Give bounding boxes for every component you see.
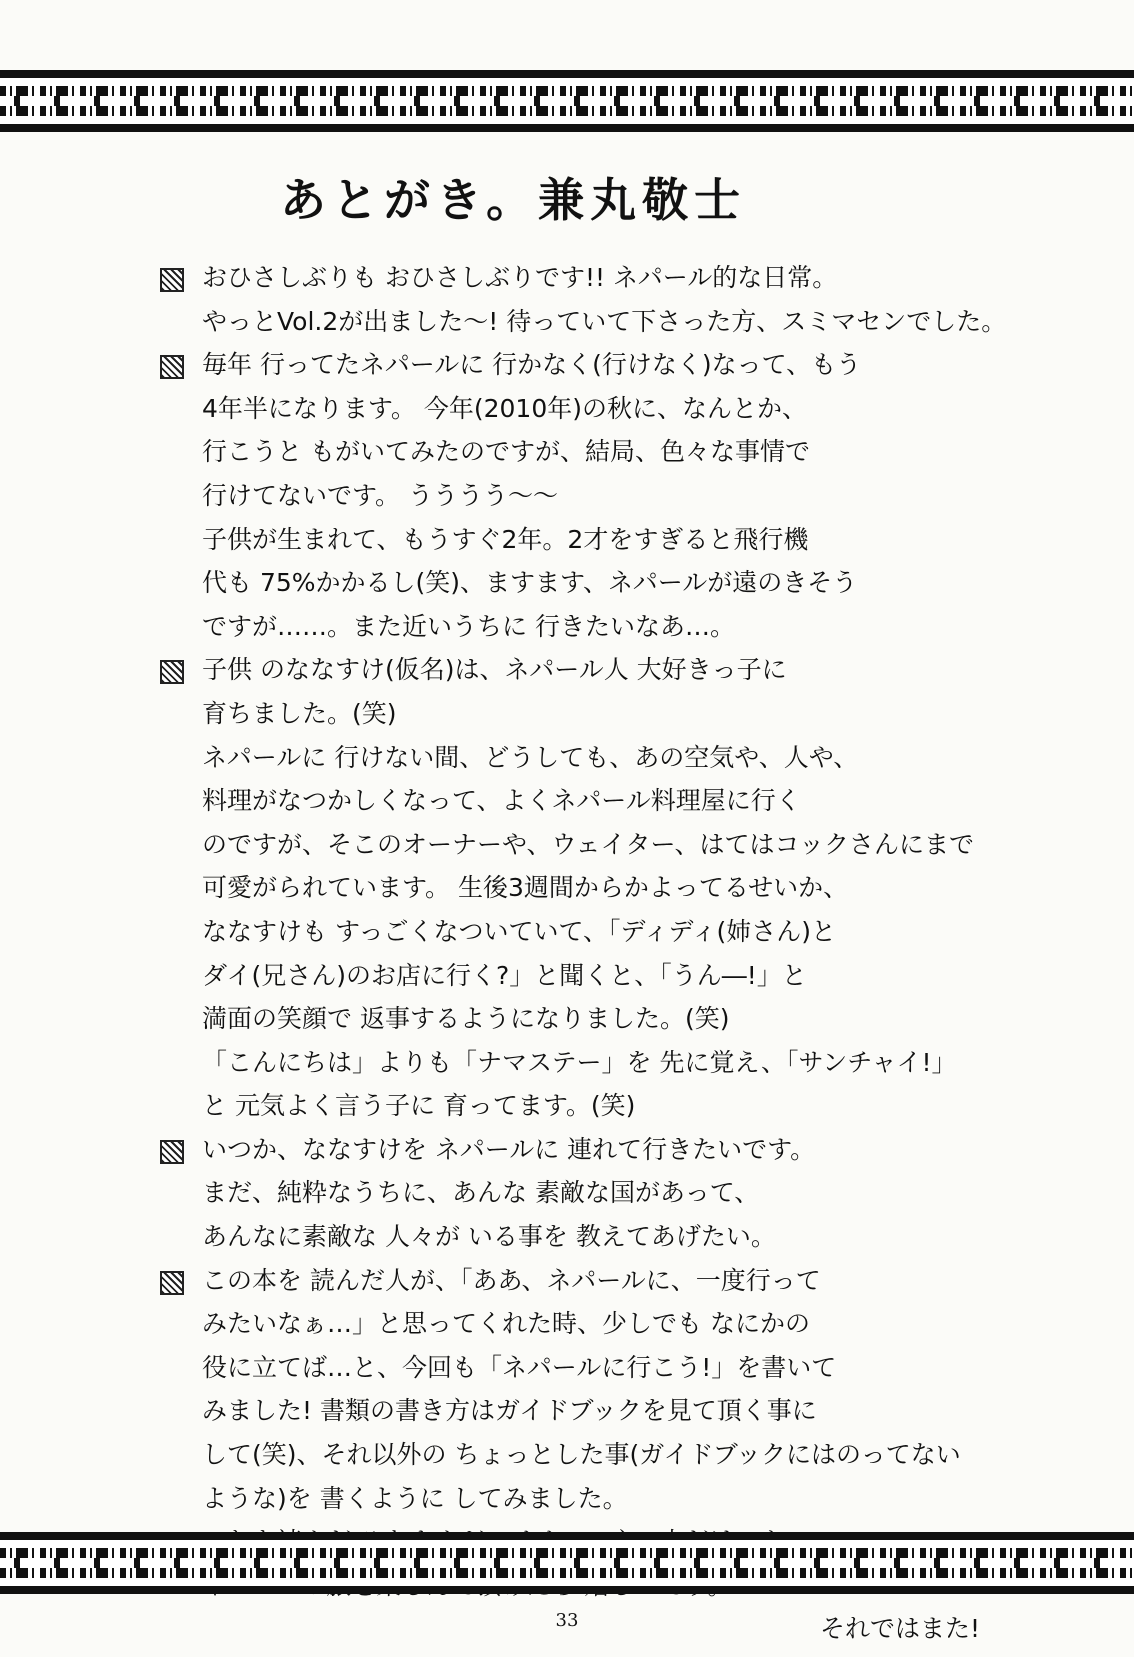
bullet-mark-icon [160,1140,184,1164]
line-text: まだ、純粋なうちに、あんな 素敵な国があって、 [202,1178,760,1208]
top-border-band [0,70,1134,132]
border-rule [0,70,1134,78]
bullet-mark-icon [160,268,184,292]
text-line [160,954,1020,998]
text-line [160,823,1020,867]
line-text: 子供が生まれて、もうすぐ2年。2才をすぎると飛行機 [202,524,809,554]
text-line [160,910,1020,954]
text-line [160,561,1020,605]
line-text: ような)を 書くように してみました。 [202,1483,628,1513]
text-line [160,1302,1020,1346]
line-text: のですが、そこのオーナーや、ウェイター、はてはコックさんにまで [202,829,975,859]
checker-pattern [0,86,1134,116]
text-line [160,779,1020,823]
line-text: 行こうと もがいてみたのですが、結局、色々な事情で [202,437,810,467]
checker-pattern [0,1548,1134,1578]
text-line [160,1215,1020,1259]
text-line [160,474,1020,518]
line-text: 代も 75%かかるし(笑)、ますます、ネパールが遠のきそう [202,568,858,598]
line-text: おひさしぶりも おひさしぶりです!! ネパール的な日常。 [202,263,838,292]
text-line [160,1084,1020,1128]
text-line [160,648,1020,692]
line-text: やっとVol.2が出ました〜! 待っていて下さった方、スミマセンでした。 [202,306,1007,336]
border-rule [0,124,1134,132]
text-line [160,997,1020,1041]
line-text: ネパールに 行けない間、どうしても、あの空気や、人や、 [202,742,859,772]
line-text: みたいなぁ…」と思ってくれた時、少しでも なにかの [202,1309,810,1339]
line-text: 4年半になります。 今年(2010年)の秋に、なんとか、 [202,393,807,423]
line-text: 育ちました。(笑) [202,698,397,728]
bullet-mark-icon [160,660,184,684]
line-text: 満面の笑顔で 返事するようになりました。(笑) [202,1004,730,1034]
text-line [160,256,1020,300]
page-number: 33 [555,1610,579,1631]
bullet-mark-icon [160,1271,184,1295]
line-text: みました! 書類の書き方はガイドブックを見て頂く事に [202,1396,817,1426]
afterword-text [160,256,1020,1651]
text-line [160,1259,1020,1303]
text-line [160,1477,1020,1521]
text-line [160,1346,1020,1390]
text-line [160,1041,1020,1085]
text-line [160,605,1020,649]
line-text: 可愛がられています。 生後3週間からかよってるせいか、 [202,873,849,903]
text-line [160,1389,1020,1433]
line-text: と 元気よく言う子に 育ってます。(笑) [202,1091,636,1121]
closing-line: それではまた! [819,1614,980,1644]
bottom-border-band [0,1532,1134,1594]
text-line [160,736,1020,780]
text-line [160,300,1020,344]
line-text: 子供 のななすけ(仮名)は、ネパール人 大好きっ子に [202,655,787,685]
line-text: 役に立てば…と、今回も「ネパールに行こう!」を書いて [202,1352,837,1382]
text-line [160,866,1020,910]
text-line [160,1171,1020,1215]
text-line [160,518,1020,562]
border-rule [0,1532,1134,1540]
line-text: して(笑)、それ以外の ちょっとした事(ガイドブックにはのってない [202,1440,961,1470]
line-text: 毎年 行ってたネパールに 行かなく(行けなく)なって、もう [202,350,862,380]
line-text: 行けてないです。 うううう〜〜 [202,480,558,510]
text-line [160,1128,1020,1172]
text-line [160,343,1020,387]
text-line [160,692,1020,736]
border-rule [0,1586,1134,1594]
line-text: 料理がなつかしくなって、よくネパール料理屋に行く [202,786,801,816]
text-line [160,430,1020,474]
line-text: この本を 読んだ人が、「ああ、ネパールに、一度行って [202,1265,821,1295]
line-text: いつか、ななすけを ネパールに 連れて行きたいです。 [202,1134,816,1164]
line-text: ななすけも すっごくなついていて、「ディディ(姉さん)と [202,916,836,946]
text-line [160,387,1020,431]
line-text: あんなに素敵な 人々が いる事を 教えてあげたい。 [202,1222,776,1252]
line-text: ダイ(兄さん)のお店に行く?」と聞くと、「うん―!」と [202,960,807,990]
line-text: 「こんにちは」よりも「ナマステー」を 先に覚え、「サンチャイ!」 [202,1047,957,1077]
page-title: あとがき。兼丸敬士 [280,173,747,227]
bullet-mark-icon [160,355,184,379]
text-line [160,1433,1020,1477]
line-text: ですが……。また近いうちに 行きたいなあ…。 [202,611,735,641]
